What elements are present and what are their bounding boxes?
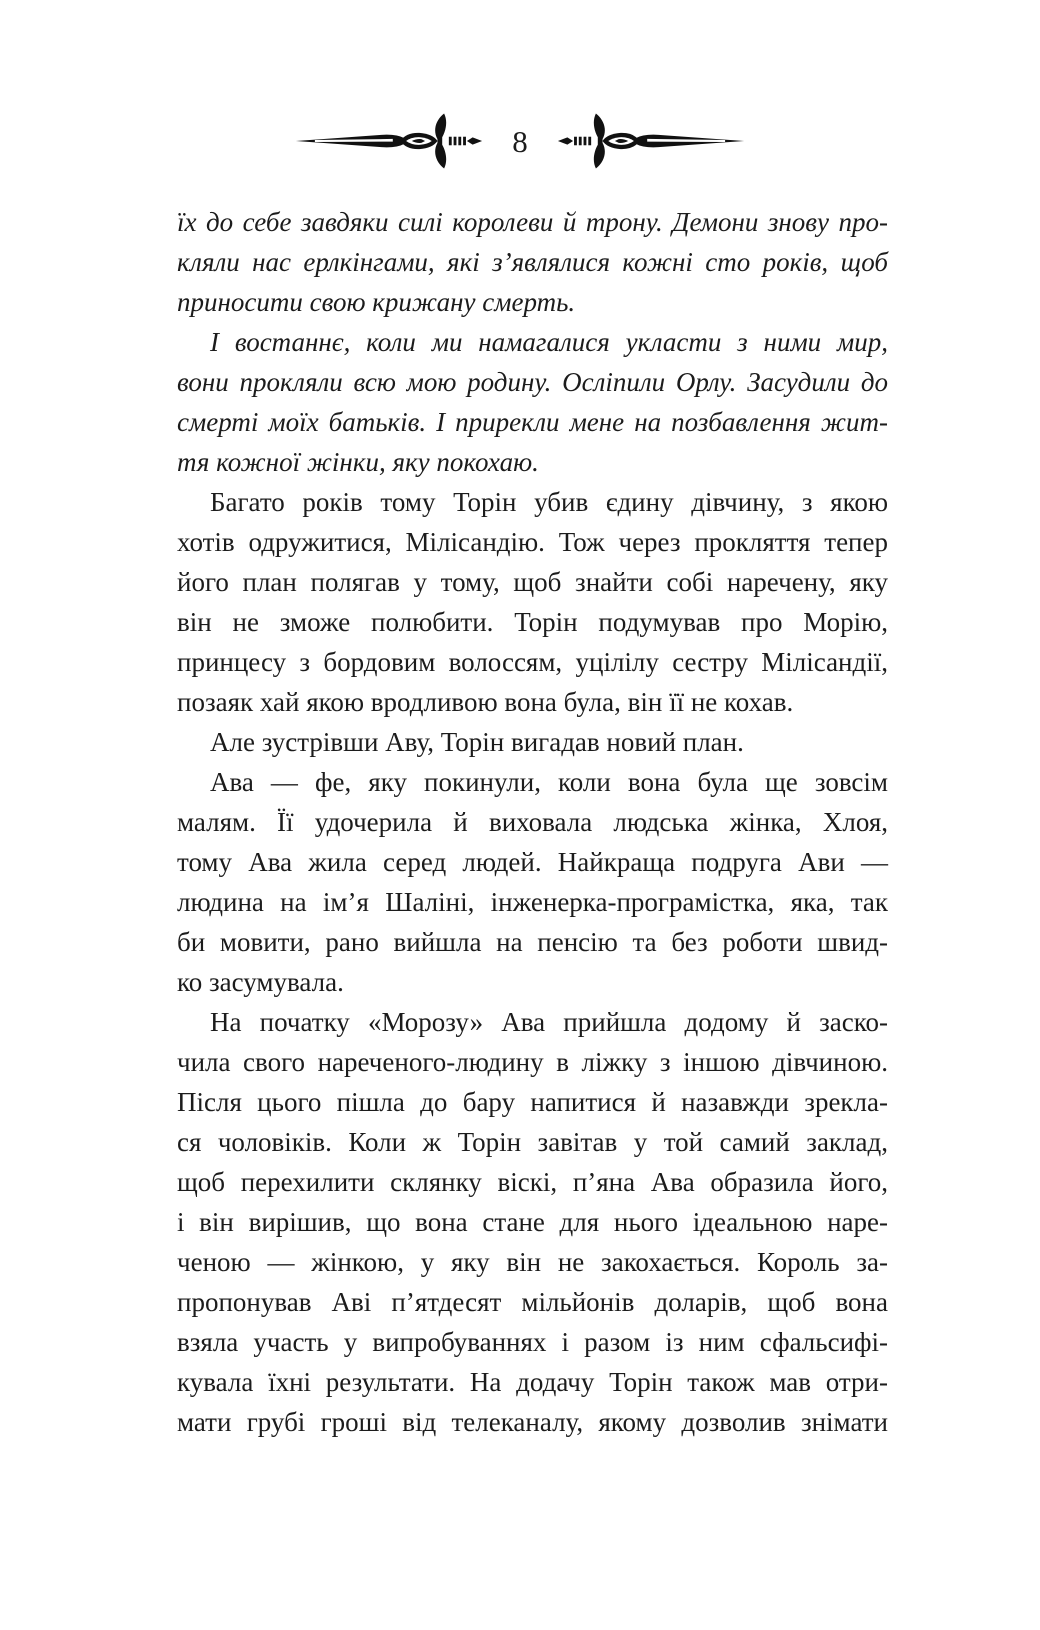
text-line: щоб перехилити склянку віскі, п’яна Ава образила його, [177, 1167, 888, 1197]
text-line: взяла участь у випробуваннях і разом із ним сфальсифі- [177, 1327, 888, 1357]
text-line: людина на ім’я Шаліні, інженерка-програмістка, яка, так [177, 887, 888, 917]
text-line: І востаннє, коли ми намагалися укласти з ними мир, [210, 327, 888, 357]
text-line: смерті моїх батьків. І прирекли мене на позбавлення жит- [177, 407, 888, 437]
text-line: чила свого нареченого-людину в ліжку з іншою дівчиною. [177, 1047, 888, 1077]
text-line: кляли нас ерлкінгами, які з’являлися кожні сто років, щоб [177, 247, 888, 277]
page-text [177, 202, 888, 1442]
text-line: Багато років тому Торін убив єдину дівчину, з якою [210, 487, 888, 517]
text-line: На початку «Морозу» Ава прийшла додому й заско- [210, 1007, 888, 1037]
text-line: його план полягав у тому, щоб знайти собі наречену, яку [177, 567, 888, 597]
text-line: кувала їхні результати. На додачу Торін також мав отри- [177, 1367, 888, 1397]
text-line: Після цього пішла до бару напитися й назавжди зрекла- [177, 1087, 888, 1117]
paragraph [177, 202, 888, 322]
text-line: їх до себе завдяки силі королеви й трону. Демони знову про- [177, 207, 888, 237]
paragraph [177, 482, 888, 722]
sword-divider-right-icon [556, 112, 746, 170]
text-line: вони прокляли всю мою родину. Осліпили Орлу. Засудили до [177, 367, 888, 397]
page-header [0, 112, 1040, 170]
text-line: Ава — фе, яку покинули, коли вона була ще зовсім [210, 767, 888, 797]
text-line: ченою — жінкою, у яку він не закохається. Король за- [177, 1247, 888, 1277]
text-line: принцесу з бордовим волоссям, уцілілу сестру Мілісандії, [177, 647, 888, 677]
paragraph [177, 722, 888, 762]
text-line: тому Ава жила серед людей. Найкраща подруга Ави — [177, 847, 888, 877]
text-line: пропонував Аві п’ятдесят мільйонів доларів, щоб вона [177, 1287, 888, 1317]
text-line: хотів одружитися, Мілісандію. Тож через прокляття тепер [177, 527, 888, 557]
text-line: позаяк хай якою вродливою вона була, він її не кохав. [177, 687, 794, 717]
text-line: приносити свою крижану смерть. [177, 287, 576, 317]
sword-divider-left-icon [294, 112, 484, 170]
paragraph [177, 762, 888, 1002]
text-line: Але зустрівши Аву, Торін вигадав новий план. [210, 727, 744, 757]
text-line: він не зможе полюбити. Торін подумував про Морію, [177, 607, 888, 637]
text-line: і він вирішив, що вона стане для нього ідеальною наре- [177, 1207, 888, 1237]
paragraph [177, 322, 888, 482]
text-line: малям. Її удочерила й виховала людська жінка, Хлоя, [177, 807, 888, 837]
text-line: мати грубі гроші від телеканалу, якому дозволив знімати [177, 1407, 888, 1437]
text-line: ся чоловіків. Коли ж Торін завітав у той самий заклад, [177, 1127, 888, 1157]
paragraph [177, 1002, 888, 1442]
page-number: 8 [512, 123, 528, 159]
text-line: тя кожної жінки, яку покохаю. [177, 447, 539, 477]
text-line: ко засумувала. [177, 967, 344, 997]
text-line: би мовити, рано вийшла на пенсію та без роботи швид- [177, 927, 888, 957]
